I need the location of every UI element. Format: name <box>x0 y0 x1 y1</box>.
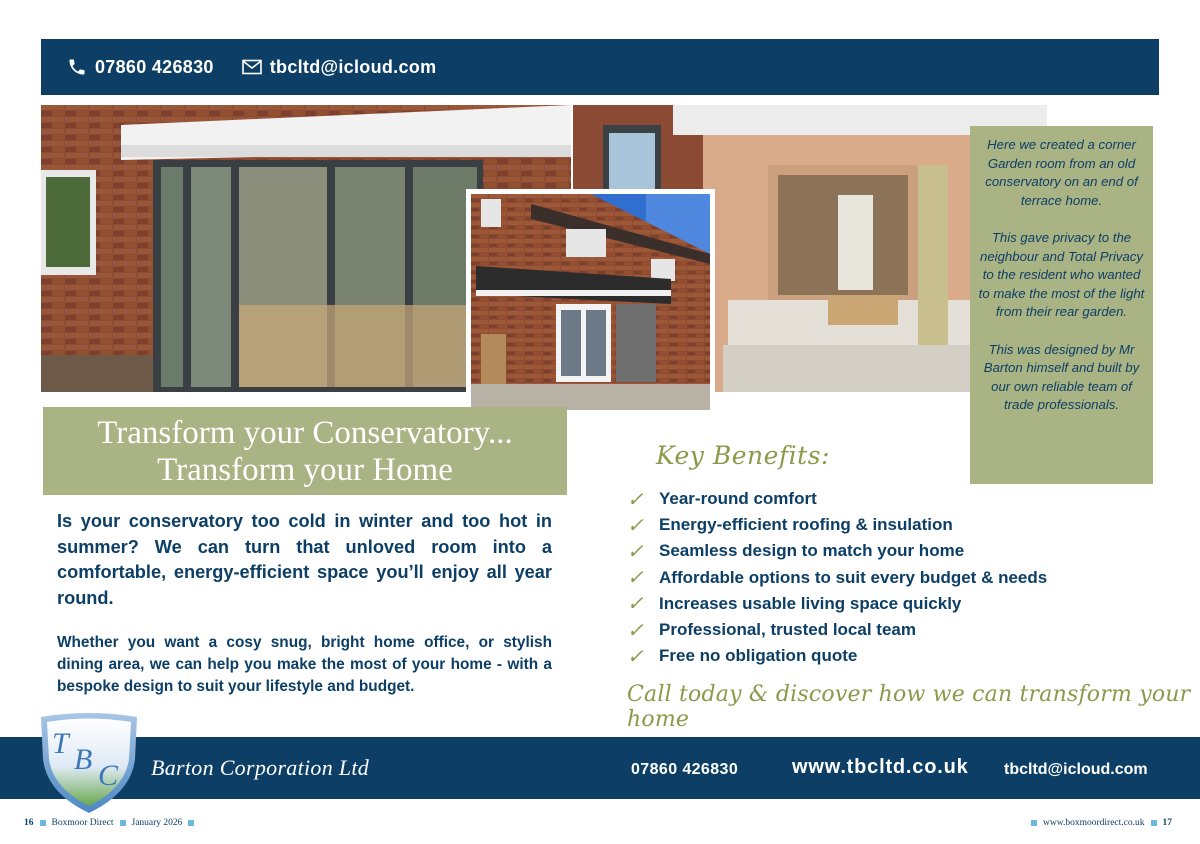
tick-icon: ✓ <box>627 488 644 511</box>
benefit-label: Professional, trusted local team <box>659 620 916 640</box>
benefit-item <box>627 617 1047 643</box>
benefit-item <box>627 512 1047 538</box>
top-email-address: tbcltd@icloud.com <box>269 56 437 77</box>
page-footer-right <box>1025 818 1172 828</box>
benefits-list <box>627 486 1047 669</box>
top-phone[interactable] <box>67 57 214 78</box>
footer-website-link[interactable]: www.tbcltd.co.uk <box>792 756 969 778</box>
caption-paragraph-2: This gave privacy to the neighbour and Total Privacy to the resident who wanted to make the most of the light from their rear garden. <box>978 229 1145 320</box>
bottom-contact-bar <box>0 737 1200 799</box>
square-separator-icon <box>40 820 46 826</box>
call-to-action: Call today & discover how we can transform your home <box>627 682 1191 732</box>
benefit-item <box>627 591 1047 617</box>
logo-letter-b: B <box>74 743 93 776</box>
tick-icon: ✓ <box>627 540 644 563</box>
benefit-item <box>627 565 1047 591</box>
footer-phone[interactable]: 07860 426830 <box>631 761 739 778</box>
company-name: Barton Corporation Ltd <box>151 755 370 780</box>
square-separator-icon <box>188 820 194 826</box>
publication-website[interactable]: www.boxmoordirect.co.uk <box>1043 818 1145 828</box>
left-page-number: 16 <box>24 818 34 828</box>
benefit-label: Seamless design to match your home <box>659 541 965 561</box>
headline-box <box>43 407 567 495</box>
publication-name: Boxmoor Direct <box>51 818 114 828</box>
envelope-icon <box>242 59 262 75</box>
issue-date: January 2026 <box>131 818 183 828</box>
right-page-number: 17 <box>1162 818 1172 828</box>
benefit-label: Year-round comfort <box>659 489 817 509</box>
caption-paragraph-3: This was designed by Mr Barton himself and built by our own reliable team of trade professionals. <box>983 341 1140 413</box>
intro-text: Is your conservatory too cold in winter and too hot in summer? We can turn that unloved room into a comfortable, energy-efficient space you’ll enjoy all year round. <box>57 511 552 608</box>
body-text: Whether you want a cosy snug, bright home office, or stylish dining area, we can help you make the most of your home - with a bespoke design to suit your lifestyle and budget. <box>57 634 552 695</box>
top-phone-number: 07860 426830 <box>95 56 214 77</box>
benefit-label: Increases usable living space quickly <box>659 593 962 613</box>
logo-letter-t: T <box>52 727 69 760</box>
tbc-shield-logo <box>38 711 140 815</box>
tick-icon: ✓ <box>627 514 644 537</box>
benefit-label: Free no obligation quote <box>659 646 858 666</box>
tick-icon: ✓ <box>627 593 644 616</box>
headline-line-2: Transform your Home <box>157 452 453 488</box>
square-separator-icon <box>120 820 126 826</box>
top-email[interactable] <box>242 57 437 78</box>
logo-letter-c: C <box>98 759 119 792</box>
top-contact-bar <box>41 39 1159 95</box>
caption-box <box>970 126 1153 484</box>
headline-line-1: Transform your Conservatory... <box>97 415 513 451</box>
footer-email[interactable]: tbcltd@icloud.com <box>1004 761 1148 778</box>
benefit-item <box>627 486 1047 512</box>
square-separator-icon <box>1151 820 1157 826</box>
caption-paragraph-1: Here we created a corner Garden room from an old conservatory on an end of terrace home. <box>985 137 1138 208</box>
benefit-label: Energy-efficient roofing & insulation <box>659 515 953 535</box>
photo-garden-room-exterior <box>466 189 715 415</box>
benefit-label: Affordable options to suit every budget & needs <box>659 567 1048 587</box>
benefit-item <box>627 643 1047 669</box>
phone-icon <box>67 57 87 77</box>
page-footer-left <box>24 818 200 828</box>
tick-icon: ✓ <box>627 567 644 590</box>
tick-icon: ✓ <box>627 645 644 668</box>
benefit-item <box>627 538 1047 564</box>
square-separator-icon <box>1031 820 1037 826</box>
tick-icon: ✓ <box>627 619 644 642</box>
benefits-title: Key Benefits: <box>656 441 830 470</box>
